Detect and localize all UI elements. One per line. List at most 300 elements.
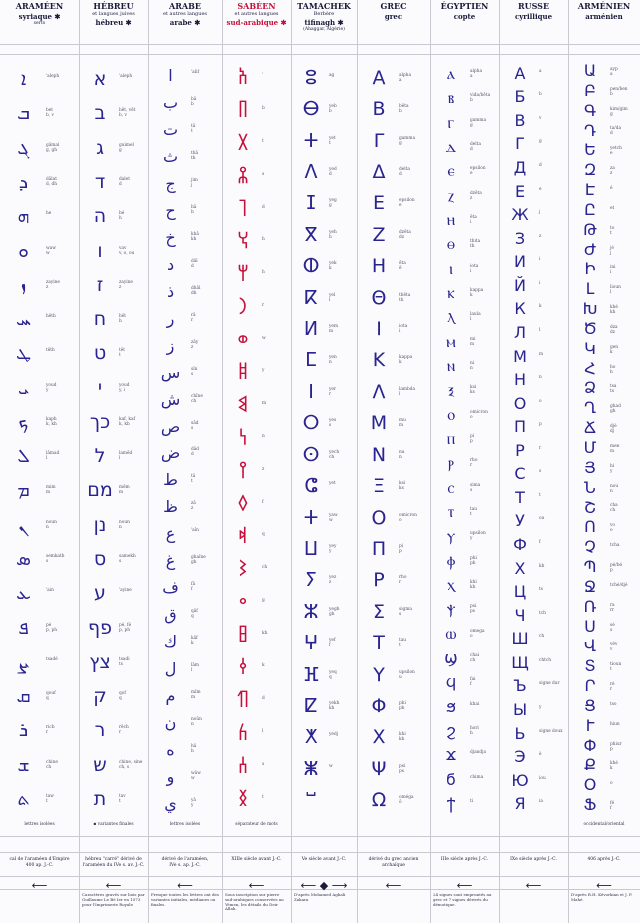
letter-transliteration: hé h: [119, 211, 125, 222]
letter-glyph: 𐩴: [238, 198, 248, 221]
letter-transliteration: e: [539, 186, 542, 192]
letter-glyph: ϣ: [444, 647, 458, 667]
column-header: [568, 2, 640, 21]
letter-glyph: Ψ: [371, 757, 387, 780]
writing-direction-arrow: ⟵: [177, 879, 193, 892]
letter-transliteration: tau t: [399, 638, 407, 649]
letter-transliteration: ou: [539, 516, 545, 522]
letter-transliteration: tau t: [470, 506, 478, 517]
letter-glyph: 𐩶: [236, 690, 250, 713]
language-name: ARAMÉEN: [15, 1, 64, 11]
letter-glyph: Պ: [583, 557, 597, 577]
column-bottom-note: D'après Mohamed Aghali Zakara: [294, 892, 346, 902]
letter-transliteration: m: [262, 401, 267, 407]
letter-transliteration: psi ps: [470, 604, 477, 615]
letter-transliteration: hâ h: [191, 743, 197, 754]
letter-transliteration: vo o: [610, 523, 616, 534]
letter-transliteration: guimel g: [119, 142, 134, 153]
letter-transliteration: n: [262, 434, 265, 439]
letter-glyph: ⲏ: [446, 210, 456, 230]
letter-transliteration: d: [262, 696, 265, 702]
letter-transliteration: signe doux: [539, 728, 563, 734]
letter-glyph: Դ: [583, 120, 597, 140]
letter-glyph: خ: [165, 228, 176, 248]
letter-transliteration: sé s: [610, 622, 615, 633]
letter-transliteration: pé/bé p: [610, 562, 623, 573]
letter-transliteration: ho h: [610, 364, 616, 375]
letter-transliteration: 'aleph: [46, 74, 60, 80]
letter-transliteration: waw w: [46, 245, 56, 256]
letter-transliteration: alpha a: [399, 72, 412, 83]
letter-glyph: Х: [514, 558, 526, 578]
script-name: arabe ✱: [169, 18, 201, 27]
letter-transliteration: chai ch: [470, 652, 480, 663]
letter-glyph: И: [514, 252, 526, 272]
letter-transliteration: y: [262, 368, 265, 374]
letter-transliteration: j: [539, 210, 541, 216]
letter-glyph: ܕ: [18, 170, 29, 193]
letter-glyph: 𐩱: [237, 67, 249, 90]
letter-transliteration: ra rr: [610, 602, 615, 613]
letter-transliteration: mim m: [46, 485, 56, 496]
letter-transliteration: tsadé: [46, 656, 58, 662]
letter-glyph: ܝ: [17, 376, 30, 399]
letter-glyph: Ճ: [583, 418, 597, 438]
letter-glyph: ש: [93, 753, 107, 776]
letter-transliteration: noun n: [46, 519, 57, 530]
letter-transliteration: mêm m: [119, 485, 130, 496]
letter-glyph: ⵡ: [303, 537, 319, 560]
origin-date: cal de l'araméen d'Empire 400 ap. J.-C.: [9, 857, 70, 868]
letter-glyph: ⵯ: [306, 789, 316, 812]
column-bottom-note: Caractères gravés sur bois par Guillaume Le Bé Ier en 1573 pour l'Imprimerie Royale: [82, 892, 145, 907]
letter-glyph: غ: [165, 551, 176, 571]
letter-glyph: ϯ: [446, 793, 456, 813]
letter-transliteration: lioun l: [610, 285, 621, 296]
column-header: [0, 2, 79, 27]
letter-transliteration: t: [262, 794, 264, 800]
letter-glyph: ذ: [166, 281, 175, 301]
letter-transliteration: djé dj: [610, 424, 617, 435]
letter-glyph: Զ: [583, 160, 597, 180]
letter-glyph: Գ: [583, 100, 597, 120]
letter-glyph: ܟ: [18, 410, 29, 433]
letter-transliteration: yed d: [329, 166, 337, 177]
letter-glyph: ܩ: [16, 685, 31, 708]
letter-transliteration: kappa k: [470, 288, 484, 299]
letter-glyph: 𐩫: [237, 723, 249, 746]
letter-glyph: ܦ: [18, 616, 29, 639]
letter-glyph: ק: [93, 685, 107, 708]
letter-transliteration: wâw w: [191, 770, 201, 781]
letter-transliteration: ta/da d: [610, 126, 622, 137]
language-subtitle: Berbère: [313, 11, 335, 17]
letter-transliteration: bâ b: [191, 97, 197, 108]
letter-transliteration: ch: [262, 565, 268, 571]
letter-glyph: ט: [93, 342, 107, 365]
letter-transliteration: noun n: [119, 519, 130, 530]
letter-glyph: ⵍ: [303, 318, 319, 341]
letter-glyph: ⵇ: [304, 695, 318, 718]
letter-transliteration: s: [539, 469, 542, 475]
letter-glyph: ܛ: [16, 342, 31, 365]
letter-transliteration: d: [262, 204, 265, 210]
letter-glyph: ب: [162, 93, 179, 113]
letter-transliteration: fâ f: [191, 582, 196, 593]
letter-transliteration: m: [539, 351, 544, 357]
column-footer-note: lettres isolées: [169, 822, 201, 827]
letter-transliteration: ': [262, 73, 264, 79]
letter-glyph: Δ: [372, 160, 386, 183]
writing-direction-arrow: ⟵: [596, 879, 612, 892]
letter-glyph: ܬ: [17, 787, 30, 810]
letter-transliteration: yey y: [329, 543, 337, 554]
script-column: [568, 0, 640, 923]
letter-transliteration: ré r: [610, 682, 615, 693]
letter-glyph: ⲉ: [447, 161, 455, 181]
letter-transliteration: t: [262, 138, 264, 144]
letter-glyph: Я: [514, 794, 526, 814]
letter-glyph: Ժ: [583, 239, 597, 259]
origin-date: IXe siècle après J.-C.: [510, 857, 557, 862]
letter-transliteration: yetch e: [610, 146, 622, 157]
letter-transliteration: h: [262, 270, 265, 276]
letter-transliteration: semkath s: [46, 553, 65, 564]
letter-transliteration: z: [262, 466, 265, 472]
column-header: [148, 2, 222, 27]
letter-glyph: Л: [513, 322, 527, 342]
letter-transliteration: têth: [46, 348, 55, 354]
letter-transliteration: f: [262, 499, 264, 505]
script-name: hébreu ✱: [95, 18, 132, 27]
letter-glyph: ⵀ: [302, 255, 320, 278]
letter-glyph: ⲡ: [446, 429, 456, 448]
letter-transliteration: khé k: [610, 761, 618, 772]
letter-glyph: Г: [515, 134, 525, 154]
language-name: RUSSE: [517, 1, 550, 11]
letter-glyph: ܓ: [17, 136, 30, 159]
letter-glyph: ق: [164, 605, 177, 625]
letter-glyph: Լ: [585, 279, 595, 299]
letter-glyph: Ս: [584, 616, 596, 636]
letter-glyph: כך: [89, 410, 111, 433]
letter-transliteration: dzêta z: [470, 190, 482, 201]
letter-transliteration: yeb b: [329, 104, 337, 115]
letter-glyph: ⲇ: [445, 137, 457, 157]
letter-glyph: Մ: [583, 438, 597, 457]
letter-transliteration: khai: [470, 701, 480, 707]
letter-transliteration: vév v: [610, 642, 618, 653]
letter-transliteration: r: [262, 302, 265, 308]
letter-glyph: ⵖ: [303, 632, 319, 655]
letter-glyph: ⵏ: [308, 380, 314, 403]
language-name: ARABE: [169, 1, 201, 11]
letter-transliteration: taw t: [46, 793, 54, 804]
letter-glyph: К: [514, 299, 526, 319]
writing-direction-arrow: ⟵: [385, 879, 402, 892]
letter-glyph: Д: [513, 158, 527, 178]
letter-transliteration: bêta b: [399, 104, 409, 115]
letter-transliteration: p: [539, 422, 542, 428]
letter-transliteration: ksi ks: [399, 481, 406, 492]
letter-transliteration: ch: [539, 634, 545, 640]
letter-transliteration: ts: [539, 587, 543, 593]
letter-transliteration: lâm l: [191, 662, 200, 673]
language-name: GREC: [380, 1, 407, 11]
letter-transliteration: yet: [329, 481, 336, 487]
letter-transliteration: tioun t: [610, 662, 622, 673]
letter-glyph: Ξ: [372, 475, 385, 498]
letter-transliteration: khâ kh: [191, 232, 199, 243]
letter-glyph: Ь: [514, 723, 526, 743]
letter-glyph: ⲙ: [446, 331, 456, 351]
letter-glyph: ⵜ: [303, 129, 319, 152]
letter-transliteration: fai f: [470, 677, 476, 688]
letter-glyph: ه: [166, 739, 175, 759]
letter-transliteration: ayp a: [610, 66, 618, 77]
letter-glyph: ⴽ: [304, 286, 318, 309]
letter-glyph: Օ: [583, 775, 597, 795]
letter-transliteration: g: [539, 139, 542, 145]
letter-transliteration: yâ y: [191, 797, 196, 808]
letter-transliteration: iota i: [470, 263, 479, 274]
letter-transliteration: pen/ben b: [610, 86, 628, 97]
letter-transliteration: tsadi ts: [119, 656, 130, 667]
letter-transliteration: yegh gh: [329, 606, 340, 617]
letter-transliteration: gâmal g, gh: [46, 142, 60, 153]
letter-glyph: ظ: [163, 497, 178, 517]
letter-glyph: Γ: [373, 129, 385, 152]
column-header: [222, 2, 291, 27]
letter-transliteration: lambda l: [399, 386, 416, 397]
letter-glyph: 𐩢: [236, 264, 250, 287]
letter-glyph: Թ: [583, 219, 597, 239]
script-note: (Ahaggar, Algérie): [303, 27, 345, 32]
letter-glyph: נן: [93, 513, 107, 536]
column-header: [430, 2, 499, 21]
letter-transliteration: vav v, o, ou: [119, 245, 135, 256]
letter-glyph: Р: [515, 440, 525, 460]
letter-transliteration: gamma g: [399, 135, 416, 146]
origin-date: dérivé du grec ancien archaïque: [368, 857, 419, 868]
letter-transliteration: chîne ch: [191, 393, 203, 404]
letter-transliteration: g: [262, 597, 265, 603]
letter-glyph: ف: [162, 578, 179, 598]
letter-transliteration: ghaîne gh: [191, 555, 206, 566]
letter-transliteration: jé j: [610, 245, 614, 256]
letter-glyph: ב: [94, 102, 106, 125]
letter-glyph: ܙ: [20, 273, 27, 296]
letter-glyph: ϭ: [446, 769, 456, 789]
letter-transliteration: chine, sine ch, s: [119, 759, 143, 770]
script-name: syriaque ✱: [18, 12, 61, 21]
letter-glyph: ל: [94, 445, 106, 468]
letter-transliteration: sâd s: [191, 420, 199, 431]
letter-glyph: ⲓ: [449, 258, 453, 278]
letter-glyph: ⴼ: [302, 663, 320, 686]
letter-glyph: 𐩰: [237, 493, 249, 516]
letter-glyph: Ч: [514, 605, 526, 625]
letter-transliteration: hiun: [610, 721, 620, 727]
letter-transliteration: zây z: [191, 339, 199, 350]
language-name: ARMÉNIEN: [577, 1, 631, 11]
letter-glyph: ⲍ: [447, 185, 455, 205]
letter-transliteration: delta d: [470, 142, 481, 153]
language-name: ÉGYPTIEN: [440, 1, 489, 11]
letter-transliteration: mu m: [399, 418, 406, 429]
letter-transliteration: gamma g: [470, 117, 487, 128]
letter-glyph: ⵥ: [303, 757, 319, 780]
letter-transliteration: za z: [610, 166, 615, 177]
letter-transliteration: w: [262, 335, 266, 341]
letter-glyph: О: [513, 393, 527, 413]
letter-transliteration: signe dur: [539, 681, 560, 687]
script-column: [291, 0, 357, 923]
letter-transliteration: tché/djé: [610, 582, 628, 588]
letter-glyph: ⵜ: [303, 506, 319, 529]
letter-transliteration: jim j: [191, 178, 198, 189]
letter-transliteration: lamêd l: [119, 451, 133, 462]
script-column: [148, 0, 222, 923]
letter-transliteration: hêt h: [119, 314, 127, 325]
letter-transliteration: dza dz: [610, 324, 618, 335]
language-name: TAMACHEK: [297, 1, 351, 11]
letter-glyph: ⵎ: [305, 349, 317, 372]
letter-transliteration: kaf, kaf k, kh: [119, 416, 136, 427]
letter-glyph: ⲱ: [445, 623, 457, 643]
letter-transliteration: n: [539, 375, 542, 381]
letter-glyph: Э: [514, 747, 526, 767]
letter-glyph: ר: [94, 719, 106, 742]
letter-glyph: ⲭ: [447, 574, 455, 594]
letter-glyph: م: [165, 685, 176, 705]
letter-transliteration: djandja: [470, 750, 487, 756]
letter-glyph: 𐩣: [237, 395, 249, 418]
letter-glyph: В: [514, 110, 526, 130]
script-name: tifinagh ✱: [304, 18, 344, 27]
letter-glyph: ح: [165, 201, 176, 221]
letter-glyph: Ν: [371, 443, 387, 466]
letter-transliteration: epsilon e: [399, 198, 415, 209]
letter-transliteration: dhâl dh: [191, 285, 201, 296]
language-subtitle: et autres langues: [162, 11, 208, 17]
letter-glyph: ⲫ: [446, 550, 456, 570]
letter-glyph: Τ: [373, 632, 385, 655]
letter-transliteration: 'aleph: [119, 74, 133, 80]
letter-transliteration: mi m: [470, 336, 476, 347]
letter-transliteration: yech ch: [329, 449, 340, 460]
letter-transliteration: tcha: [610, 543, 620, 549]
letter-transliteration: cha ch: [610, 503, 618, 514]
letter-glyph: Ր: [584, 676, 596, 696]
column-bottom-note: Presque toutes les lettres ont des variantes initiales, médianes ou finales.: [151, 892, 219, 907]
letter-glyph: Վ: [583, 636, 597, 656]
letter-transliteration: omega o: [470, 628, 485, 639]
letter-glyph: ⲟ: [447, 404, 455, 424]
letter-glyph: ⵓ: [304, 66, 318, 89]
letter-glyph: 𐩥: [237, 329, 249, 352]
letter-glyph: Ф: [513, 535, 527, 555]
letter-transliteration: 'alif: [191, 70, 200, 76]
letter-glyph: ل: [164, 658, 177, 678]
writing-direction-arrow: ⟵: [525, 879, 542, 892]
letter-transliteration: hori h: [470, 725, 479, 736]
letter-transliteration: l: [262, 729, 264, 735]
letter-glyph: ד: [94, 170, 106, 193]
letter-glyph: 𐩹: [237, 362, 249, 385]
letter-glyph: ϥ: [445, 672, 457, 692]
letter-glyph: ע: [94, 582, 106, 605]
letter-transliteration: fé f: [610, 801, 615, 812]
letter-glyph: ה: [93, 205, 107, 228]
column-header: [291, 2, 357, 33]
letter-glyph: ⲛ: [446, 356, 456, 376]
letter-transliteration: epsilon e: [470, 166, 486, 177]
script-name: arménien: [585, 12, 623, 21]
letter-transliteration: nou n: [610, 483, 619, 494]
origin-date: 406 après J.-C.: [587, 857, 621, 862]
letter-glyph: ܫ: [17, 753, 30, 776]
letter-glyph: ϫ: [446, 745, 456, 765]
letter-transliteration: phi ph: [470, 555, 477, 566]
letter-transliteration: upsilon y: [470, 531, 486, 542]
letter-glyph: 𐩯: [237, 788, 249, 811]
letter-glyph: ⵅ: [304, 726, 318, 749]
letter-glyph: ܒ: [17, 102, 30, 125]
letter-transliteration: yer r: [329, 386, 337, 397]
letter-glyph: Χ: [372, 726, 386, 749]
script-name: grec: [384, 12, 403, 21]
letter-transliteration: yen n: [329, 355, 337, 366]
letter-glyph: Ը: [584, 199, 596, 219]
letter-transliteration: pé p, ph: [46, 622, 58, 633]
letter-transliteration: mîm m: [191, 689, 201, 700]
letter-transliteration: gen k: [610, 344, 619, 355]
letter-transliteration: yeg g: [329, 198, 337, 209]
letter-glyph: Հ: [584, 358, 596, 378]
letter-glyph: Ι: [376, 318, 382, 341]
letter-glyph: ⲁ: [447, 64, 455, 84]
letter-transliteration: ni n: [470, 361, 475, 372]
letter-transliteration: thita th: [470, 239, 481, 250]
letter-glyph: ⲩ: [446, 526, 456, 546]
letter-glyph: ⲧ: [447, 501, 455, 521]
letter-transliteration: sigma s: [399, 606, 412, 617]
letter-glyph: Е: [514, 181, 526, 201]
letter-transliteration: kim/gim g: [610, 106, 628, 117]
script-name: cyrillique: [514, 12, 553, 21]
letter-transliteration: vida/bêta b: [470, 93, 491, 104]
letter-transliteration: samekh s: [119, 553, 136, 564]
letter-glyph: ن: [164, 712, 177, 732]
letter-transliteration: dzêta dz: [399, 229, 411, 240]
letter-glyph: י: [97, 376, 103, 399]
origin-date: hébreu "carré" dérivé de l'araméen du IVe s. av. J.-C.: [82, 857, 145, 868]
letter-transliteration: hi y: [610, 463, 615, 474]
letter-transliteration: kh: [262, 630, 268, 636]
letter-transliteration: yedj: [329, 732, 339, 738]
letter-glyph: ܨ: [17, 650, 30, 673]
letter-glyph: ϧ: [446, 696, 456, 716]
letter-transliteration: i: [539, 280, 541, 286]
letter-glyph: 𐩦: [238, 559, 248, 582]
letter-transliteration: rho r: [399, 575, 407, 586]
letter-glyph: ܘ: [18, 239, 29, 262]
letter-transliteration: nu n: [399, 449, 405, 460]
letter-glyph: ז: [96, 273, 104, 296]
letter-glyph: Ռ: [583, 596, 597, 616]
letter-transliteration: è: [539, 752, 542, 758]
